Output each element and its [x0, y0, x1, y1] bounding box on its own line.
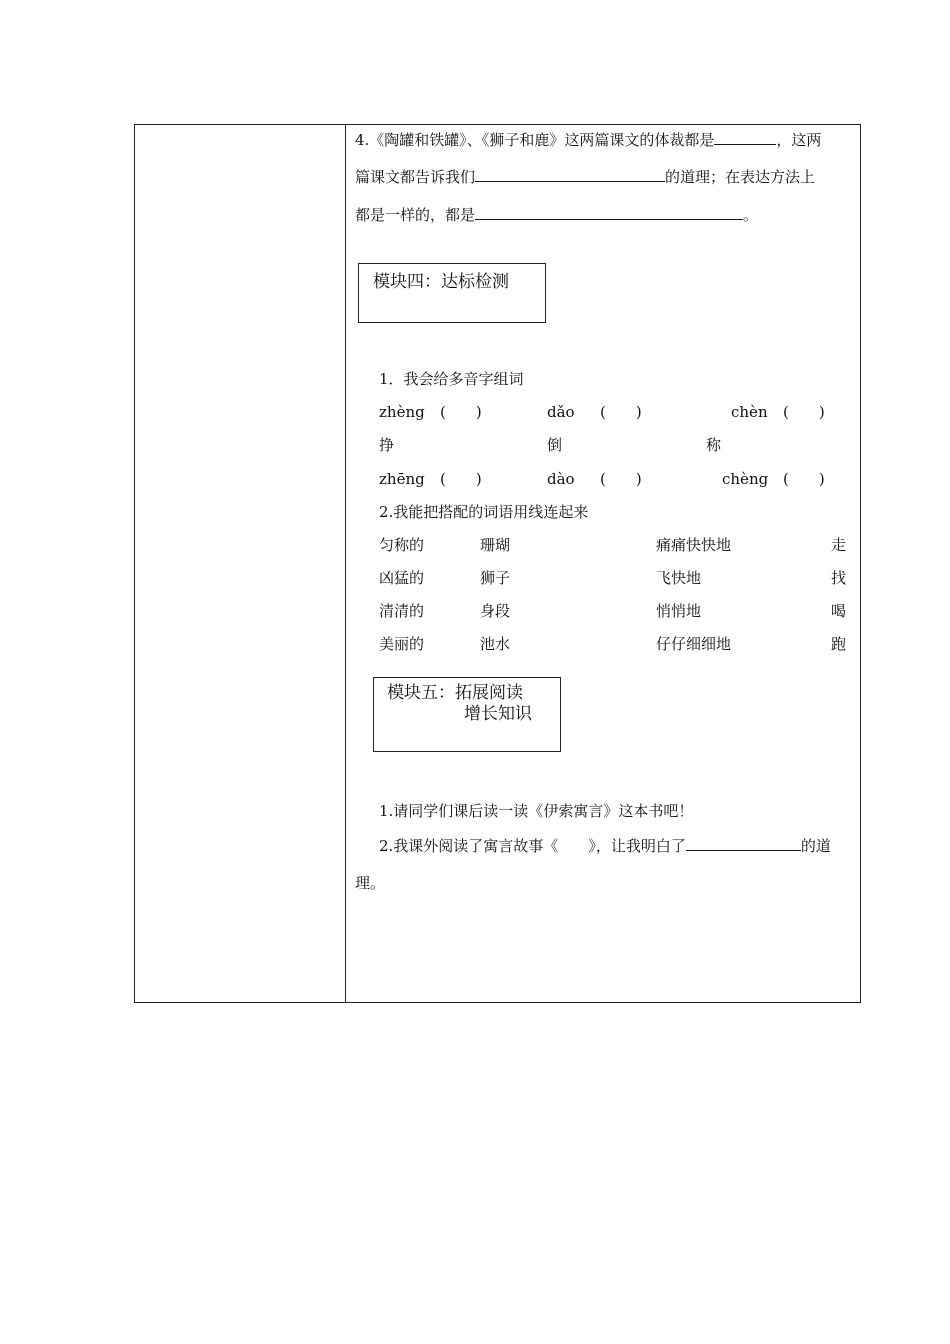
- match-item[interactable]: 走: [831, 536, 847, 554]
- pinyin-zheng1: zhēng: [379, 470, 425, 488]
- module5-q2-line2: 理。: [355, 874, 386, 892]
- match-item[interactable]: 飞快地: [656, 569, 702, 587]
- q4-answer-blank-2[interactable]: [475, 165, 665, 182]
- q4-text-2b: 的道理；在表达方法上: [665, 168, 816, 186]
- match-item[interactable]: 美丽的: [379, 635, 425, 653]
- pinyin-dao4: dào: [547, 470, 575, 488]
- match-item[interactable]: 匀称的: [379, 536, 425, 554]
- q4-text-3a: 都是一样的，都是: [355, 206, 476, 224]
- answer-paren[interactable]: ( ): [783, 470, 825, 488]
- answer-paren[interactable]: ( ): [440, 403, 482, 421]
- match-item[interactable]: 找: [831, 569, 847, 587]
- char-dao: 倒: [547, 436, 563, 454]
- match-item[interactable]: 跑: [831, 635, 847, 653]
- column-divider: [345, 125, 346, 1002]
- module4-title: 模块四：达标检测: [373, 272, 509, 292]
- worksheet-table: [134, 124, 861, 1003]
- answer-paren[interactable]: ( ): [440, 470, 482, 488]
- answer-paren[interactable]: ( ): [600, 470, 642, 488]
- pinyin-chen4: chèn: [731, 403, 768, 421]
- module5-q2-text-a: 2.我课外阅读了寓言故事《 》，让我明白了: [379, 837, 686, 855]
- q4-text-1a: 4.《陶罐和铁罐》、《狮子和鹿》这两篇课文的体裁都是: [355, 131, 715, 149]
- pinyin-zheng4: zhèng: [379, 403, 425, 421]
- q4-line-1: [355, 128, 821, 150]
- module5-answer-blank[interactable]: [686, 834, 801, 851]
- module5-q1: 1.请同学们课后读一读《伊索寓言》这本书吧！: [379, 802, 694, 820]
- match-item[interactable]: 池水: [480, 635, 511, 653]
- answer-paren[interactable]: ( ): [783, 403, 825, 421]
- module5-q2-line1: [379, 834, 831, 856]
- module4-q1-title: 1．我会给多音字组词: [379, 370, 524, 388]
- q4-text-1b: ，这两: [776, 131, 822, 149]
- q4-answer-blank-3[interactable]: [475, 203, 743, 220]
- q4-line-3: [355, 203, 758, 225]
- q4-text-3b: 。: [743, 206, 759, 224]
- match-item[interactable]: 清清的: [379, 602, 425, 620]
- module5-title-line2: 增长知识: [464, 704, 532, 724]
- match-item[interactable]: 狮子: [480, 569, 511, 587]
- module5-q2-text-b: 的道: [800, 837, 831, 855]
- pinyin-cheng4: chèng: [722, 470, 769, 488]
- char-zheng: 挣: [379, 436, 395, 454]
- q4-text-2a: 篇课文都告诉我们: [355, 168, 476, 186]
- match-item[interactable]: 悄悄地: [656, 602, 702, 620]
- char-cheng: 称: [706, 436, 722, 454]
- answer-paren[interactable]: ( ): [600, 403, 642, 421]
- module5-title-line1: 模块五：拓展阅读: [387, 683, 523, 703]
- match-item[interactable]: 喝: [831, 602, 847, 620]
- match-item[interactable]: 痛痛快快地: [656, 536, 732, 554]
- match-item[interactable]: 珊瑚: [480, 536, 511, 554]
- match-item[interactable]: 仔仔细细地: [656, 635, 732, 653]
- match-item[interactable]: 凶猛的: [379, 569, 425, 587]
- pinyin-dao3: dǎo: [547, 403, 575, 421]
- module4-q2-title: 2.我能把搭配的词语用线连起来: [379, 503, 589, 521]
- q4-answer-blank-1[interactable]: [714, 128, 776, 145]
- q4-line-2: [355, 165, 815, 187]
- match-item[interactable]: 身段: [480, 602, 511, 620]
